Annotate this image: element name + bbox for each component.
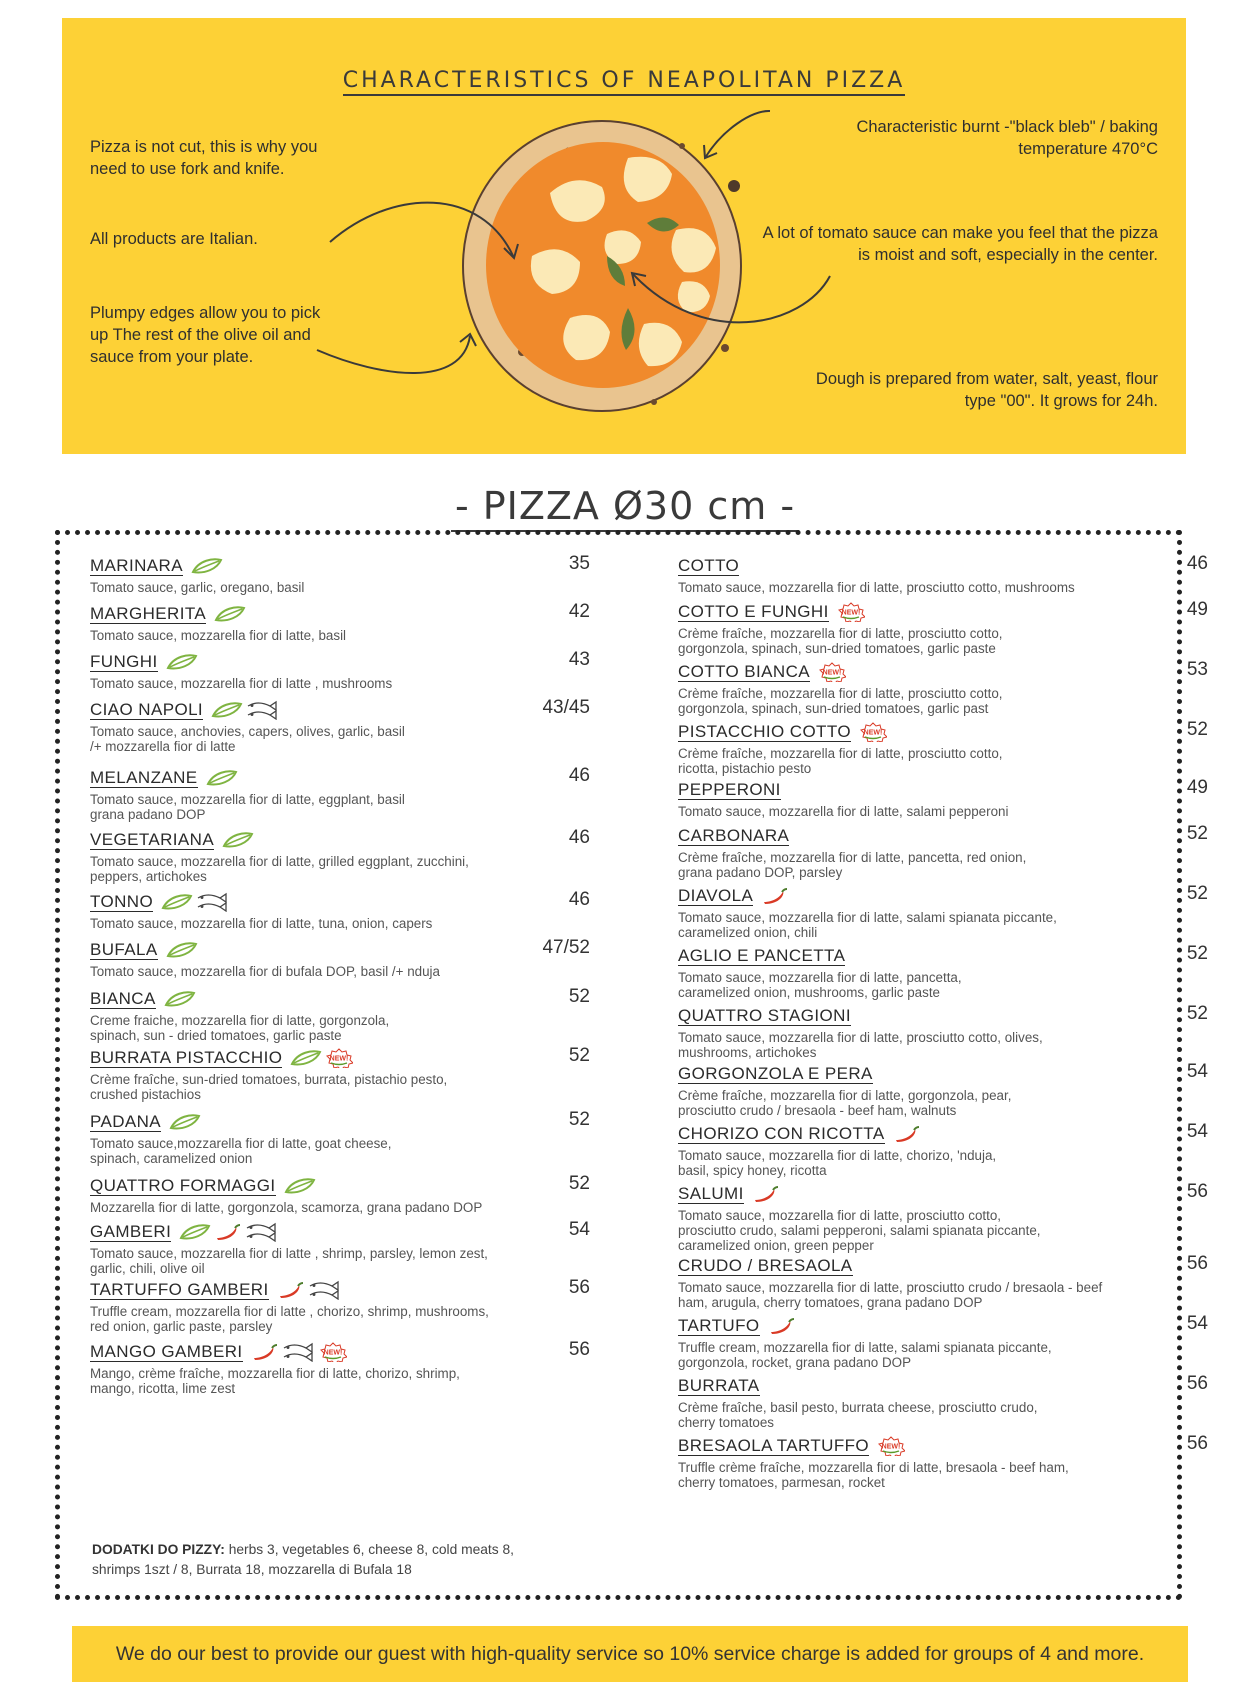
menu-item-icons (251, 1342, 347, 1362)
menu-item-icons (164, 990, 196, 1008)
chili-icon (251, 1343, 279, 1361)
menu-item-header (90, 939, 440, 961)
menu-item-price: 49 (1186, 599, 1208, 620)
menu-item-description (678, 1088, 1011, 1118)
menu-item (678, 1373, 1208, 1430)
extras-line2: shrimps 1szt / 8, Burrata 18, mozzarella di Bufala 18 (92, 1562, 412, 1577)
description-line: Tomato sauce, mozzarella fior di latte, prosciutto cotto, mushrooms (678, 580, 1075, 595)
menu-item-price: 52 (568, 1173, 590, 1194)
svg-text:NEW!: NEW! (881, 1443, 901, 1451)
menu-item-header (678, 555, 1075, 577)
menu-item-name: TARTUFO (678, 1315, 760, 1335)
menu-item (90, 649, 590, 691)
menu-item-description (678, 850, 1026, 880)
description-line: Mango, crème fraîche, mozzarella fior di latte, chorizo, shrimp, (90, 1366, 460, 1381)
menu-item-name: VEGETARIANA (90, 829, 215, 849)
description-line: prosciutto crudo / bresaola - beef ham, walnuts (678, 1103, 957, 1118)
menu-item-header (90, 1221, 488, 1243)
menu-item (678, 943, 1208, 1000)
menu-item-name: MELANZANE (90, 767, 198, 787)
menu-item-name: PADANA (90, 1111, 162, 1131)
note-italian-products: All products are Italian. (90, 230, 258, 248)
menu-item-price: 43 (568, 649, 590, 670)
menu-item-price: 54 (1186, 1121, 1208, 1142)
description-line: ricotta, pistachio pesto (678, 761, 812, 776)
menu-item-description (90, 676, 392, 691)
menu-item-icons (877, 1436, 905, 1456)
menu-item-name: SALUMI (678, 1183, 744, 1203)
menu-item-description (90, 792, 405, 822)
menu-item-price: 54 (568, 1219, 590, 1240)
menu-item-price: 35 (568, 553, 590, 574)
banner-title: CHARACTERISTICS OF NEAPOLITAN PIZZA (62, 68, 1186, 93)
new-badge-icon (859, 722, 887, 742)
menu-item-header (678, 1183, 1041, 1205)
menu-item-icons (191, 557, 223, 575)
menu-item-price: 49 (1186, 777, 1208, 798)
menu-item (90, 827, 590, 884)
menu-item-name: MARGHERITA (90, 603, 207, 623)
chili-icon (214, 1223, 242, 1241)
description-line: gorgonzola, spinach, sun-dried tomatoes, garlic past (678, 701, 989, 716)
menu-item (678, 659, 1208, 716)
menu-item (678, 1253, 1208, 1310)
menu-item-header (678, 1375, 1038, 1397)
leaf-icon (169, 1113, 201, 1131)
menu-item-description (90, 1200, 482, 1215)
menu-item-header (90, 555, 304, 577)
menu-item-header (678, 1123, 996, 1145)
menu-item-icons (222, 831, 254, 849)
description-line: spinach, sun - dried tomatoes, garlic paste (90, 1028, 342, 1043)
menu-item-description (90, 1013, 389, 1043)
menu-item-description (678, 580, 1075, 595)
menu-item-header (90, 1341, 460, 1363)
menu-item-header (678, 1063, 1011, 1085)
menu-item-icons (290, 1048, 353, 1068)
menu-item-description (678, 1030, 1043, 1060)
new-badge-icon (319, 1342, 347, 1362)
menu-item-description (678, 970, 962, 1000)
description-line: Crème fraîche, basil pesto, burrata cheese, prosciutto crudo, (678, 1400, 1038, 1415)
chili-icon (893, 1125, 921, 1143)
menu-item-name: AGLIO E PANCETTA (678, 945, 846, 965)
description-line: Tomato sauce, mozzarella fior di latte, prosciutto cotto, olives, (678, 1030, 1043, 1045)
menu-item-name: MARINARA (90, 555, 183, 575)
menu-item (90, 1045, 590, 1102)
menu-item-icons (161, 892, 230, 912)
menu-item-name: CRUDO / BRESAOLA (678, 1255, 853, 1275)
leaf-icon (191, 557, 223, 575)
menu-item (90, 553, 590, 595)
menu-item-header (90, 891, 432, 913)
menu-item-price: 52 (1186, 719, 1208, 740)
description-line: Tomato sauce, mozzarella fior di latte , mushrooms (90, 676, 393, 691)
menu-item-header (90, 603, 346, 625)
menu-item-icons (761, 887, 789, 905)
menu-item-icons (752, 1185, 780, 1203)
note-black-bleb: Characteristic burnt -"black bleb" / baking temperature 470°C (856, 118, 1158, 158)
menu-item-name: BIANCA (90, 988, 156, 1008)
menu-item (678, 823, 1208, 880)
menu-item-name: GAMBERI (90, 1221, 172, 1241)
menu-item-header (678, 1005, 1043, 1027)
description-line: Tomato sauce, anchovies, capers, olives, garlic, basil (90, 724, 405, 739)
fish-icon (282, 1342, 316, 1362)
leaf-icon (161, 893, 193, 911)
menu-item-header (678, 825, 1026, 847)
menu-item-header (678, 885, 1057, 907)
new-badge-icon (325, 1048, 353, 1068)
description-line: cherry tomatoes (678, 1415, 775, 1430)
menu-item-name: BURRATA PISTACCHIO (90, 1047, 283, 1067)
menu-item-name: CARBONARA (678, 825, 790, 845)
menu-item-description (678, 1340, 1052, 1370)
menu-item-name: BUFALA (90, 939, 158, 959)
menu-item-description (678, 804, 1008, 819)
description-line: basil, spicy honey, ricotta (678, 1163, 827, 1178)
description-line: Tomato sauce, mozzarella fior di latte, chorizo, 'nduja, (678, 1148, 997, 1163)
description-line: peppers, artichokes (90, 869, 207, 884)
fish-icon (196, 892, 230, 912)
description-line: Crème fraîche, mozzarella fior di latte, gorgonzola, pear, (678, 1088, 1012, 1103)
menu-item-price: 52 (568, 986, 590, 1007)
menu-item-icons (893, 1125, 921, 1143)
description-line: spinach, caramelized onion (90, 1151, 253, 1166)
menu-item-description (90, 628, 346, 643)
menu-item (90, 986, 590, 1043)
description-line: Tomato sauce, mozzarella fior di latte, prosciutto crudo / bresaola - beef (678, 1280, 1103, 1295)
menu-item-description (90, 964, 440, 979)
description-line: crushed pistachios (90, 1087, 201, 1102)
menu-item-description (90, 1366, 460, 1396)
note-plumpy-edges: Plumpy edges allow you to pick up The rest of the olive oil and sauce from your plate. (90, 304, 321, 366)
description-line: Truffle cream, mozzarella fior di latte , chorizo, shrimp, mushrooms, (90, 1304, 489, 1319)
menu-item-description (678, 1208, 1041, 1253)
description-line: mushrooms, artichokes (678, 1045, 817, 1060)
menu-item (678, 1313, 1208, 1370)
menu-item-description (90, 916, 432, 931)
menu-item-name: CIAO NAPOLI (90, 699, 204, 719)
menu-item-name: PISTACCHIO COTTO (678, 721, 851, 741)
menu-item-price: 47/52 (542, 937, 590, 958)
menu-item-name: FUNGHI (90, 651, 158, 671)
extras-line1: herbs 3, vegetables 6, cheese 8, cold meats 8, (224, 1542, 515, 1557)
description-line: prosciutto crudo, salami pepperoni, salami spianata piccante, (678, 1223, 1041, 1238)
new-badge-icon (877, 1436, 905, 1456)
menu-item-description (90, 1136, 391, 1166)
menu-item-description (678, 626, 1002, 656)
description-line: grana padano DOP (90, 807, 206, 822)
menu-item-description (678, 1460, 1069, 1490)
description-line: Tomato sauce, mozzarella fior di latte, salami pepperoni (678, 804, 1009, 819)
svg-text:NEW!: NEW! (841, 609, 861, 617)
menu-item (678, 777, 1208, 819)
chili-icon (277, 1281, 305, 1299)
leaf-icon (284, 1177, 316, 1195)
menu-item (678, 883, 1208, 940)
description-line: Mozzarella fior di latte, gorgonzola, scamorza, grana padano DOP (90, 1200, 483, 1215)
menu-item-description (678, 1280, 1102, 1310)
description-line: Crème fraîche, mozzarella fior di latte, prosciutto cotto, (678, 746, 1003, 761)
menu-item-header (90, 699, 405, 721)
menu-item-name: QUATTRO FORMAGGI (90, 1175, 276, 1195)
description-line: caramelized onion, green pepper (678, 1238, 874, 1253)
menu-item-icons (214, 605, 246, 623)
svg-text:NEW!: NEW! (863, 729, 883, 737)
menu-item (678, 1433, 1208, 1490)
menu-item-description (678, 686, 1002, 716)
menu-item-price: 52 (568, 1045, 590, 1066)
menu-item (90, 1109, 590, 1166)
menu-item-header (90, 1279, 489, 1301)
menu-item-header (90, 651, 392, 673)
menu-item-name: COTTO (678, 555, 740, 575)
description-line: red onion, garlic paste, parsley (90, 1319, 273, 1334)
description-line: Crème fraîche, mozzarella fior di latte, prosciutto cotto, (678, 626, 1003, 641)
menu-item-price: 54 (1186, 1313, 1208, 1334)
menu-item-price: 52 (1186, 943, 1208, 964)
menu-item-header (678, 945, 962, 967)
menu-item (90, 1339, 590, 1396)
menu-item-description (90, 1072, 447, 1102)
menu-item-price: 46 (568, 765, 590, 786)
menu-item (90, 1173, 590, 1215)
service-charge-note: We do our best to provide our guest with high-quality service so 10% service charge is added for groups of 4 and more. (72, 1626, 1188, 1682)
menu-item-name: BURRATA (678, 1375, 760, 1395)
leaf-icon (166, 941, 198, 959)
menu-item-icons (179, 1222, 279, 1242)
menu-item-header (90, 1175, 482, 1197)
description-line: Tomato sauce, mozzarella fior di latte, eggplant, basil (90, 792, 405, 807)
leaf-icon (214, 605, 246, 623)
description-line: cherry tomatoes, parmesan, rocket (678, 1475, 885, 1490)
menu-item-name: GORGONZOLA E PERA (678, 1063, 873, 1083)
menu-item-description (90, 1246, 488, 1276)
menu-item-price: 53 (1186, 659, 1208, 680)
menu-item-name: COTTO BIANCA (678, 661, 811, 681)
leaf-icon (290, 1049, 322, 1067)
description-line: Tomato sauce, mozzarella fior di latte, tuna, onion, capers (90, 916, 433, 931)
note-dough: Dough is prepared from water, salt, yeast, flour type "00". It grows for 24h. (815, 370, 1158, 410)
description-line: ham, arugula, cherry tomatoes, grana padano DOP (678, 1295, 983, 1310)
menu-item-price: 52 (1186, 823, 1208, 844)
menu-item-name: COTTO E FUNGHI (678, 601, 829, 621)
menu-item-price: 56 (1186, 1373, 1208, 1394)
menu-item-description (90, 1304, 489, 1334)
menu-item-price: 56 (568, 1277, 590, 1298)
extras-label: DODATKI DO PIZZY: (92, 1542, 225, 1557)
menu-item (90, 1277, 590, 1334)
menu-item-description (90, 580, 304, 595)
menu-item-icons (859, 722, 887, 742)
menu-item-header (678, 1435, 1069, 1457)
chili-icon (768, 1317, 796, 1335)
description-line: caramelized onion, chili (678, 925, 818, 940)
note-tomato-sauce: A lot of tomato sauce can make you feel that the pizza is moist and soft, especially in the center. (762, 224, 1158, 264)
description-line: Tomato sauce,mozzarella fior di latte, goat cheese, (90, 1136, 392, 1151)
description-line: Tomato sauce, mozzarella fior di bufala DOP, basil /+ nduja (90, 964, 440, 979)
menu-item-price: 46 (568, 889, 590, 910)
description-line: Truffle crème fraîche, mozzarella fior di latte, bresaola - beef ham, (678, 1460, 1069, 1475)
leaf-icon (206, 769, 238, 787)
menu-item-description (90, 724, 405, 754)
menu-item-price: 56 (1186, 1253, 1208, 1274)
description-line: Tomato sauce, mozzarella fior di latte, prosciutto cotto, (678, 1208, 1002, 1223)
menu-item-price: 52 (1186, 1003, 1208, 1024)
description-line: garlic, chili, olive oil (90, 1261, 205, 1276)
menu-item-header (90, 829, 469, 851)
menu-item-name: MANGO GAMBERI (90, 1341, 243, 1361)
svg-text:NEW!: NEW! (323, 1349, 342, 1357)
leaf-icon (211, 701, 243, 719)
menu-item-header (678, 721, 1002, 743)
description-line: Crème fraîche, mozzarella fior di latte, prosciutto cotto, (678, 686, 1003, 701)
menu-item-icons (837, 602, 865, 622)
menu-item (90, 937, 590, 979)
menu-item-header (90, 1047, 447, 1069)
menu-item-price: 46 (568, 827, 590, 848)
menu-item-price: 56 (1186, 1433, 1208, 1454)
menu-item (678, 553, 1208, 595)
menu-item (90, 1219, 590, 1276)
menu-item-name: QUATTRO STAGIONI (678, 1005, 851, 1025)
menu-item (678, 1181, 1208, 1253)
menu-item-header (678, 779, 1008, 801)
menu-item-icons (166, 653, 198, 671)
menu-item (678, 719, 1208, 776)
menu-item (678, 599, 1208, 656)
menu-item-price: 46 (1186, 553, 1208, 574)
description-line: caramelized onion, mushrooms, garlic paste (678, 985, 940, 1000)
description-line: Tomato sauce, mozzarella fior di latte, salami spianata piccante, (678, 910, 1057, 925)
chili-icon (752, 1185, 780, 1203)
section-title: - PIZZA Ø30 cm - (0, 484, 1250, 528)
description-line: Creme fraiche, mozzarella fior di latte, gorgonzola, (90, 1013, 390, 1028)
description-line: Crème fraîche, sun-dried tomatoes, burrata, pistachio pesto, (90, 1072, 448, 1087)
description-line: Tomato sauce, mozzarella fior di latte, basil (90, 628, 347, 643)
menu-item-icons (768, 1317, 796, 1335)
menu-item-icons (211, 700, 280, 720)
menu-item (678, 1003, 1208, 1060)
menu-item-icons (284, 1177, 316, 1195)
menu-item (90, 697, 590, 754)
info-banner (62, 18, 1186, 454)
new-badge-icon (837, 602, 865, 622)
description-line: /+ mozzarella fior di latte (90, 739, 236, 754)
menu-item-description (90, 854, 469, 884)
menu-item-name: BRESAOLA TARTUFFO (678, 1435, 870, 1455)
description-line: gorgonzola, spinach, sun-dried tomatoes, garlic paste (678, 641, 996, 656)
leaf-icon (222, 831, 254, 849)
pizza-menu (55, 530, 1208, 1600)
menu-item (90, 601, 590, 643)
menu-item-header (678, 1315, 1052, 1337)
description-line: mango, ricotta, lime zest (90, 1381, 236, 1396)
menu-item (678, 1061, 1208, 1118)
menu-item-price: 54 (1186, 1061, 1208, 1082)
description-line: grana padano DOP, parsley (678, 865, 843, 880)
menu-item-header (90, 767, 405, 789)
menu-item-price: 43/45 (542, 697, 590, 718)
fish-icon (308, 1280, 342, 1300)
menu-item-name: TARTUFFO GAMBERI (90, 1279, 269, 1299)
menu-item-icons (166, 941, 198, 959)
leaf-icon (166, 653, 198, 671)
menu-item-header (90, 1111, 391, 1133)
menu-item-icons (277, 1280, 342, 1300)
menu-item-description (678, 746, 1002, 776)
leaf-icon (164, 990, 196, 1008)
menu-item (90, 765, 590, 822)
new-badge-icon (818, 662, 846, 682)
menu-item-header (90, 988, 389, 1010)
menu-item-name: DIAVOLA (678, 885, 754, 905)
description-line: Tomato sauce, mozzarella fior di latte , shrimp, parsley, lemon zest, (90, 1246, 488, 1261)
menu-item-description (678, 1148, 996, 1178)
description-line: Tomato sauce, garlic, oregano, basil (90, 580, 305, 595)
menu-item-name: PEPPERONI (678, 779, 781, 799)
menu-item-header (678, 1255, 1102, 1277)
svg-text:NEW!: NEW! (822, 669, 842, 677)
menu-item-header (678, 661, 1002, 683)
fish-icon (246, 700, 280, 720)
menu-item (90, 889, 590, 931)
menu-item-price: 56 (568, 1339, 590, 1360)
menu-item-description (678, 1400, 1038, 1430)
menu-item (678, 1121, 1208, 1178)
description-line: Tomato sauce, mozzarella fior di latte, pancetta, (678, 970, 962, 985)
menu-item-description (678, 910, 1057, 940)
fish-icon (245, 1222, 279, 1242)
menu-item-icons (169, 1113, 201, 1131)
leaf-icon (179, 1223, 211, 1241)
menu-item-header (678, 601, 1002, 623)
description-line: gorgonzola, rocket, grana padano DOP (678, 1355, 911, 1370)
description-line: Crème fraîche, mozzarella fior di latte, pancetta, red onion, (678, 850, 1027, 865)
menu-item-icons (818, 662, 846, 682)
menu-item-name: TONNO (90, 891, 154, 911)
chili-icon (761, 887, 789, 905)
menu-item-price: 42 (568, 601, 590, 622)
menu-item-name: CHORIZO CON RICOTTA (678, 1123, 885, 1143)
menu-item-price: 52 (568, 1109, 590, 1130)
menu-item-price: 52 (1186, 883, 1208, 904)
description-line: Tomato sauce, mozzarella fior di latte, grilled eggplant, zucchini, (90, 854, 469, 869)
svg-text:NEW!: NEW! (330, 1055, 349, 1063)
menu-item-icons (206, 769, 238, 787)
description-line: Truffle cream, mozzarella fior di latte, salami spianata piccante, (678, 1340, 1052, 1355)
note-fork-knife: Pizza is not cut, this is why you need to use fork and knife. (90, 138, 318, 178)
menu-item-price: 56 (1186, 1181, 1208, 1202)
pizza-extras (92, 1540, 514, 1580)
